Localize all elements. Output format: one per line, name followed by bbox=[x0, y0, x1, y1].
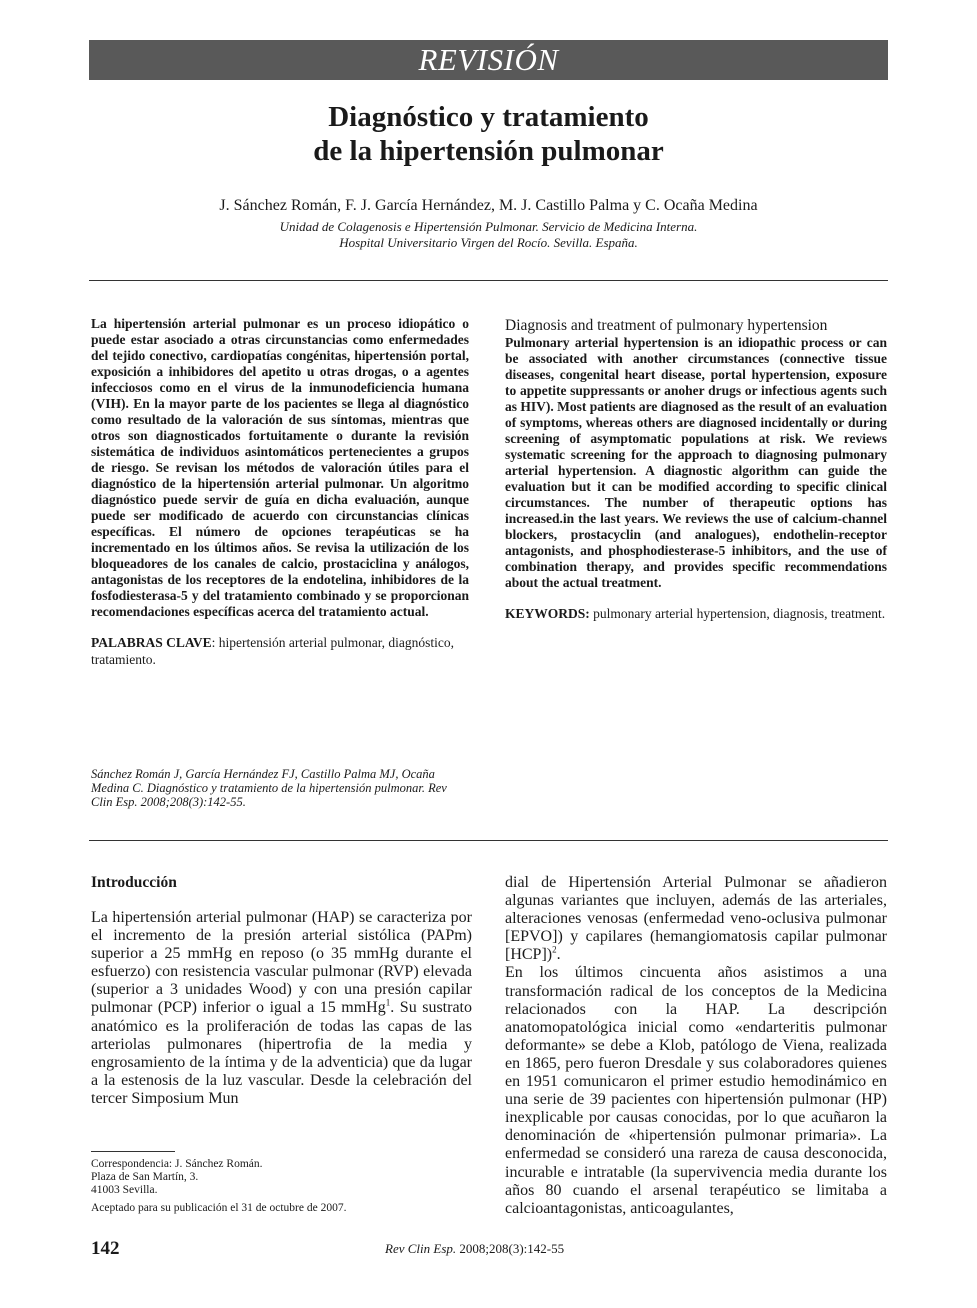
abstract-spanish bbox=[91, 316, 469, 668]
body-column-right bbox=[505, 874, 887, 1218]
intro-p1-part-d: . bbox=[556, 946, 561, 964]
correspondence-line-2: Plaza de San Martín, 3. bbox=[91, 1171, 199, 1183]
reference-1: 1 bbox=[385, 998, 391, 1009]
correspondence-line-1: Correspondencia: J. Sánchez Román. bbox=[91, 1158, 263, 1170]
keywords-en-label: KEYWORDS: bbox=[505, 606, 590, 621]
footnote-rule bbox=[91, 1151, 175, 1152]
intro-p1-part-b: . Su sustrato anatómico es la proliferación de todas las capas de las arteriolas pulmonares (hipertrofia de la media y engrosamiento de la íntima y de la adventicia) que da lugar a la estenosis de la luz vascular. Desde la celebración del tercer Simposium Mun bbox=[91, 999, 473, 1107]
abstract-english bbox=[505, 316, 887, 622]
section-heading-introduccion: Introducción bbox=[91, 874, 177, 891]
section-banner: REVISIÓN bbox=[89, 40, 888, 80]
keywords-en-values: pulmonary arterial hypertension, diagnosis, treatment. bbox=[589, 606, 886, 621]
correspondence-line-3: 41003 Sevilla. bbox=[91, 1184, 158, 1196]
journal-reference bbox=[385, 1241, 564, 1257]
abstract-en-text: Pulmonary arterial hypertension is an idiopathic process or can be associated with another circumstances (connective tissue diseases, congenital heart disease, portal hypertension, exposure to appetite suppressants or anoher drugs or infectious agents such as HIV). Most patients are diagnosed as the result of an evaluation of symptoms, whereas others are diagnosed incidentally or during screening of asymptomatic populations at risk. We reviews systematic screening for the approach to diagnosing pulmonary arterial hypertension. A diagnostic algorithm can guide the evaluation but it can be modified according to specific clinical circumstances. The number of therapeutic options has increased.in the last years. We reviews the use of calcium-channel blockers, prostacyclin (and analogues), endothelin-receptor antagonists, and phosphodiesterase-5 inhibitors, and the use of combination therapy, and provides specific recommendations about the actual treatment. bbox=[505, 335, 888, 590]
title-line-1: Diagnóstico y tratamiento bbox=[328, 101, 649, 133]
affiliation-line-1: Unidad de Colagenosis e Hipertensión Pulmonar. Servicio de Medicina Interna. bbox=[279, 219, 698, 234]
intro-p1-part-a: La hipertensión arterial pulmonar (HAP) se caracteriza por el incremento de la presión arterial sistólica (PAPm) superior a 25 mmHg en reposo (o 35 mmHg durante el esfuerzo) con resistencia vascular pulmonar (RVP) elevada (superior a 3 unidades Wood) y con una presión capilar pulmonar (PCP) inferior o igual a 15 mmHg bbox=[91, 909, 472, 1017]
intro-p1-continued bbox=[505, 874, 887, 964]
affiliation bbox=[89, 219, 888, 251]
divider-middle bbox=[89, 840, 888, 841]
keywords-en bbox=[505, 605, 887, 622]
citation: Sánchez Román J, García Hernández FJ, Castillo Palma MJ, Ocaña Medina C. Diagnóstico y tratamiento de la hipertensión pulmonar. Rev Clin Esp. 2008;208(3):142-55. bbox=[91, 767, 447, 809]
reference-2: 2 bbox=[552, 945, 557, 956]
keywords-es bbox=[91, 634, 469, 668]
article-title bbox=[89, 100, 888, 168]
authors: J. Sánchez Román, F. J. García Hernández, M. J. Castillo Palma y C. Ocaña Medina bbox=[219, 197, 758, 214]
abstract-es-text: La hipertensión arterial pulmonar es un proceso idiopático o puede estar asociado a otras circunstancias como enfermedades del tejido conectivo, cardiopatías congénitas, hipertensión portal, exposición a inhibidores del apetito u otras drogas, o a agentes infecciosos como en el virus de la inmunodeficiencia humana (VIH). En la mayor parte de los pacientes se llega al diagnóstico como resultado de la valoración de sus síntomas, mientras que otros son diagnosticados fortuitamente o durante la revisión sistemática de individuos asintomáticos pertenecientes a grupos de riesgo. Se revisan los métodos de valoración útiles para el diagnóstico de la hipertensión arterial pulmonar. Un algoritmo diagnóstico puede servir de guía en dicha evaluación, aunque puede ser modificado de acuerdo con circunstancias clínicas específicas. El número de opciones terapéuticas se ha incrementado en los últimos años. Se revisa la utilización de los bloqueadores de los canales de calcio, prostaciclina y análogos, antagonistas de los receptores de la endotelina, inhibidores de la fosfodiesterasa-5 y del tratamiento combinado y se proporcionan recomendaciones específicas acerca del tratamiento actual. bbox=[91, 316, 469, 619]
body-column-left bbox=[91, 909, 472, 1108]
journal-name: Rev Clin Esp. bbox=[385, 1241, 457, 1256]
affiliation-line-2: Hospital Universitario Virgen del Rocío. Sevilla. España. bbox=[339, 235, 638, 250]
intro-p1-part-c: dial de Hipertensión Arterial Pulmonar se añadieron algunas variantes que incluyen, además de las arteriales, alteraciones venosas (enfermedad veno-oclusiva pulmonar [EPVO]) y capilares (hemangiomatosis capilar pulmonar [HCP]) bbox=[505, 874, 887, 964]
journal-issue: 2008;208(3):142-55 bbox=[456, 1241, 565, 1256]
divider-top bbox=[89, 280, 888, 281]
page-number: 142 bbox=[91, 1238, 120, 1259]
abstract-en-title: Diagnosis and treatment of pulmonary hypertension bbox=[505, 317, 828, 334]
title-line-2: de la hipertensión pulmonar bbox=[313, 135, 664, 167]
keywords-es-label: PALABRAS CLAVE bbox=[91, 635, 212, 650]
correspondence bbox=[91, 1158, 471, 1197]
accepted-date: Aceptado para su publicación el 31 de octubre de 2007. bbox=[91, 1202, 347, 1214]
intro-p2: En los últimos cincuenta años asistimos a una transformación radical de los conceptos de la Medicina relacionados con la HAP. La descripción anatomopatológica inicial como «endarteritis pulmonar deformante» se debe a Klob, patólogo de Viena, realizada en 1865, pero fueron Dresdale y sus colaboradores quienes en 1951 comunicaron el primer estudio hemodinámico en una serie de 39 pacientes con hipertensión pulmonar (HP) inexplicable por causas conocidas, por lo que acuñaron la denominación de «hipertensión pulmonar primaria». La enfermedad se consideró una rareza de causa desconocida, incurable e intratable (la supervivencia media durante los años 80 cuando el arsenal terapéutico se limitaba a calcioantagonistas, anticoagulantes, bbox=[505, 964, 887, 1217]
keywords-es-values: : hipertensión arterial pulmonar, diagnóstico, tratamiento. bbox=[91, 635, 455, 667]
